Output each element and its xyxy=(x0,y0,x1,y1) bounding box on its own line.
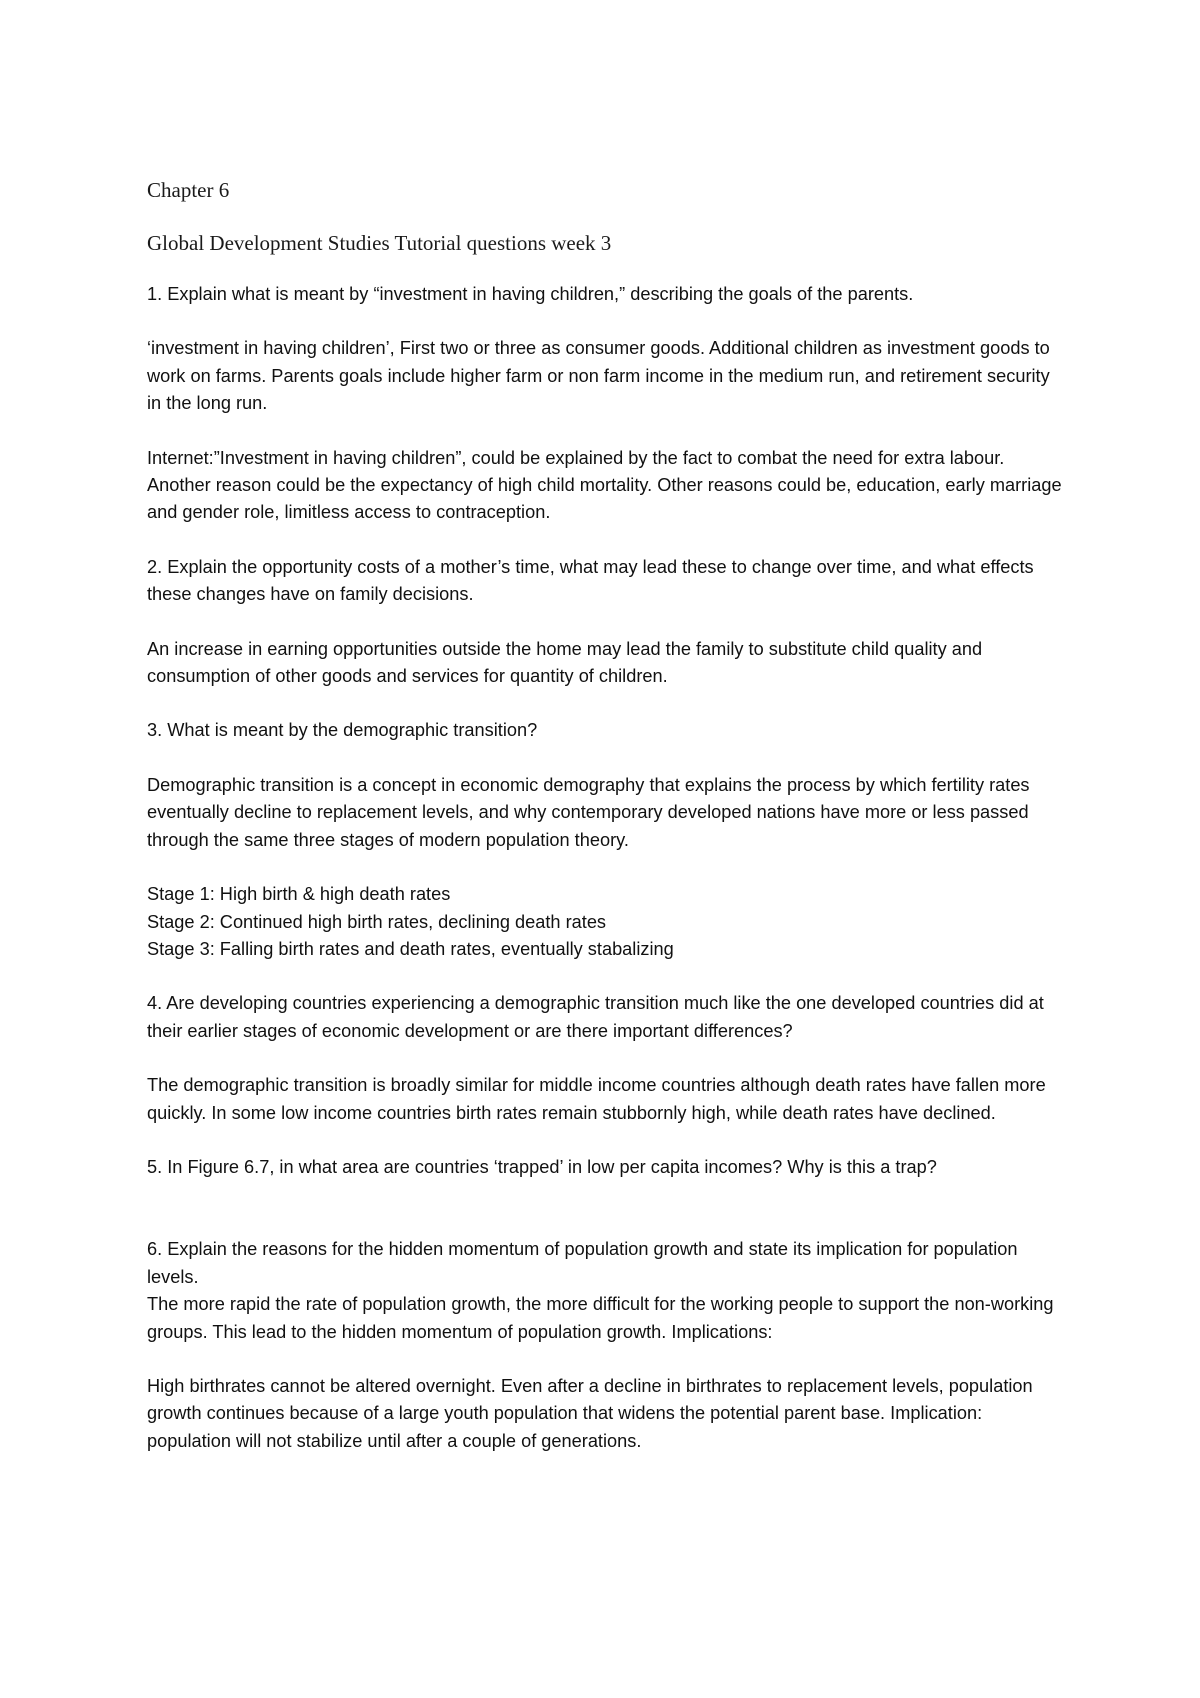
chapter-heading: Chapter 6 xyxy=(147,178,230,202)
answer-6-part-2: High birthrates cannot be altered overnight. Even after a decline in birthrates to replacement levels, population growth continues because of a large youth population that widens the potential parent base. Implication: population will not stabilize until after a couple of generations. xyxy=(147,1375,1033,1451)
answer-2: An increase in earning opportunities outside the home may lead the family to substitute child quality and consumption of other goods and services for quantity of children. xyxy=(147,638,983,687)
document-subtitle: Global Development Studies Tutorial questions week 3 xyxy=(147,231,612,255)
question-1: 1. Explain what is meant by “investment in having children,” describing the goals of the parents. xyxy=(147,284,914,304)
stage-item: Stage 1: High birth & high death rates xyxy=(147,884,451,905)
answer-1-internet: Internet:”Investment in having children”, could be explained by the fact to combat the need for extra labour. Another reason could be the expectancy of high child mortality. Other reasons could be, education, early marriage and gender role, limitless access to contraception. xyxy=(147,447,1062,523)
document-body xyxy=(147,176,1067,1482)
question-5: 5. In Figure 6.7, in what area are countries ‘trapped’ in low per capita incomes? Why is this a trap? xyxy=(147,1156,937,1177)
question-4: 4. Are developing countries experiencing a demographic transition much like the one developed countries did at their earlier stages of economic development or are there important differences? xyxy=(147,993,1044,1041)
question-3: 3. What is meant by the demographic transition? xyxy=(147,720,538,741)
answer-1: ‘investment in having children’, First two or three as consumer goods. Additional children as investment goods to work on farms. Parents goals include higher farm or non farm income in the medium run, and retirement security in the long run. xyxy=(147,338,1050,414)
stage-item: Stage 3: Falling birth rates and death rates, eventually stabalizing xyxy=(147,938,674,959)
question-6: 6. Explain the reasons for the hidden momentum of population growth and state its implication for population levels. xyxy=(147,1239,1018,1287)
answer-6-part-1: The more rapid the rate of population growth, the more difficult for the working people to support the non-working groups. This lead to the hidden momentum of population growth. Implications: xyxy=(147,1294,1054,1342)
stage-item: Stage 2: Continued high birth rates, declining death rates xyxy=(147,911,607,932)
stage-list xyxy=(147,881,1067,963)
answer-4: The demographic transition is broadly similar for middle income countries although death rates have fallen more quickly. In some low income countries birth rates remain stubbornly high, while death rates have declined. xyxy=(147,1075,1046,1123)
question-2: 2. Explain the opportunity costs of a mother’s time, what may lead these to change over time, and what effects these changes have on family decisions. xyxy=(147,556,1034,605)
answer-3: Demographic transition is a concept in economic demography that explains the process by which fertility rates eventually decline to replacement levels, and why contemporary developed nations have more or less passed through the same three stages of modern population theory. xyxy=(147,774,1030,850)
